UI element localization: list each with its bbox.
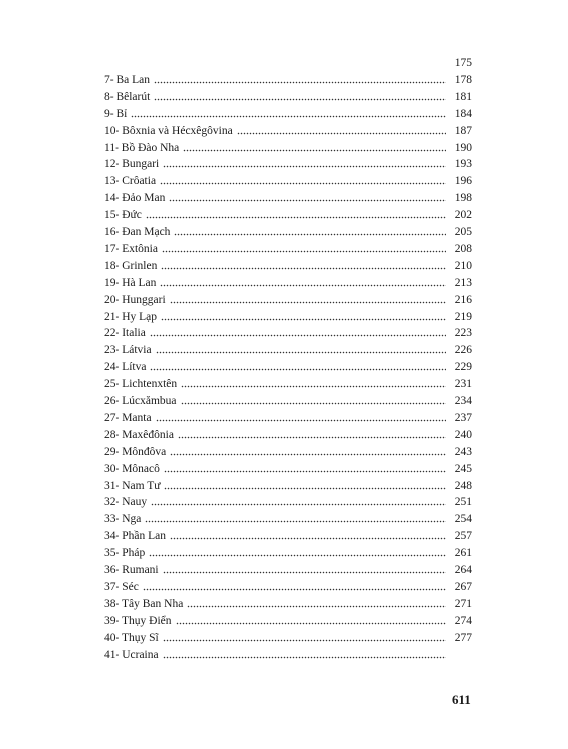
toc-entry-title: 35- Pháp	[104, 547, 146, 560]
dot-leader	[163, 165, 446, 168]
toc-entry-page: 274	[454, 614, 472, 627]
dot-leader	[164, 470, 446, 473]
toc-entry-page: 196	[454, 175, 472, 188]
toc-entry	[104, 561, 472, 577]
dot-leader	[170, 453, 446, 456]
dot-leader	[183, 149, 446, 152]
toc-entry-title: 14- Đảo Man	[104, 192, 166, 205]
toc-entry-page: 240	[454, 428, 472, 441]
toc-entry-title: 7- Ba Lan	[104, 73, 150, 86]
toc-entry-page: 178	[454, 73, 472, 86]
dot-leader	[178, 436, 446, 439]
toc-entry	[104, 578, 472, 594]
dot-leader	[160, 182, 446, 185]
toc-entry	[104, 189, 472, 205]
toc-entry-page: 202	[454, 209, 472, 222]
dot-leader	[150, 334, 446, 337]
toc-entry-title: 11- Bồ Đào Nha	[104, 141, 180, 154]
dot-leader	[156, 419, 446, 422]
toc-entry	[104, 88, 472, 104]
toc-entry-title: 17- Extônia	[104, 242, 158, 255]
dot-leader	[143, 588, 446, 591]
toc-entry-page: 198	[454, 192, 472, 205]
toc-entry-page: 226	[454, 344, 472, 357]
toc-entry-page: 243	[454, 445, 472, 458]
toc-entry-title: 29- Mônđôva	[104, 445, 167, 458]
dot-leader	[164, 487, 446, 490]
toc-entry	[104, 122, 472, 138]
toc-entry-page: 229	[454, 361, 472, 374]
toc-entry	[104, 358, 472, 374]
toc-entry-title: 23- Látvia	[104, 344, 152, 357]
toc-entry-page: 210	[454, 259, 472, 272]
toc-entry-title: 34- Phần Lan	[104, 530, 166, 543]
toc-entry	[104, 172, 472, 188]
toc-entry-title: 15- Đức	[104, 209, 142, 222]
toc-entry-title: 8- Bêlarút	[104, 90, 151, 103]
toc-entry-page: 190	[454, 141, 472, 154]
dot-leader	[161, 318, 446, 321]
toc-entry-page: 181	[454, 90, 472, 103]
toc-entry-title: 18- Grinlen	[104, 259, 158, 272]
toc-entry	[104, 223, 472, 239]
toc-entry	[104, 493, 472, 509]
toc-entry-page: 205	[454, 226, 472, 238]
dot-leader	[154, 81, 446, 84]
toc-entry	[104, 527, 472, 543]
toc-entry-title: 10- Bôxnia và Hécxêgôvina	[104, 124, 233, 137]
toc-entry	[104, 324, 472, 340]
dot-leader	[154, 98, 446, 101]
toc-entry-title: 19- Hà Lan	[104, 276, 157, 289]
toc-entry	[104, 105, 472, 121]
toc-entry-title: 26- Lúcxămbua	[104, 395, 177, 407]
dot-leader	[163, 571, 446, 574]
toc-entry-page: 267	[454, 580, 472, 593]
toc-entry	[104, 71, 472, 87]
toc-entry-title: 13- Crôatia	[104, 175, 157, 188]
toc-entry-title: 28- Maxêđônia	[104, 428, 174, 441]
toc-entry-title: 41- Ucraina	[104, 648, 159, 661]
toc-entry-page: 257	[454, 530, 472, 543]
toc-entry	[104, 426, 472, 442]
toc-entry	[104, 291, 472, 307]
toc-entry	[104, 544, 472, 560]
dot-leader	[149, 554, 446, 557]
toc-entry-page: 261	[454, 547, 472, 560]
dot-leader	[170, 301, 446, 304]
toc-entry-page: 231	[454, 378, 472, 391]
toc-entry-page: 254	[454, 513, 472, 526]
toc-entry-page: 277	[454, 631, 472, 644]
toc-entry-title: 22- Italia	[104, 327, 146, 340]
dot-leader	[162, 250, 446, 253]
toc-entry-title: 21- Hy Lạp	[104, 310, 158, 323]
toc-entry	[104, 629, 472, 645]
toc-entry-title: 37- Séc	[104, 580, 139, 593]
dot-leader	[163, 656, 446, 659]
toc-entry-page: 193	[454, 158, 472, 171]
dot-leader	[156, 351, 446, 354]
toc-entry	[104, 257, 472, 273]
toc-entry-title: 40- Thụy Sĩ	[104, 631, 159, 644]
toc-entry-page: 223	[454, 327, 472, 340]
toc-entry	[104, 460, 472, 476]
toc-entry-title: 9- Bỉ	[104, 107, 128, 120]
toc-entry-title: 25- Lichtenxtên	[104, 378, 178, 391]
dot-leader	[187, 605, 446, 608]
toc-entry-title: 36- Rumani	[104, 564, 159, 576]
toc-entry-page: 219	[454, 310, 472, 323]
dot-leader	[161, 267, 446, 270]
toc-entry-page: 264	[454, 564, 472, 576]
dot-leader	[151, 503, 446, 506]
toc-entry-page: 216	[454, 293, 472, 306]
page-number: 611	[452, 692, 471, 707]
toc-entry	[104, 595, 472, 611]
toc-entry	[104, 409, 472, 425]
dot-leader	[174, 233, 446, 236]
dot-leader	[145, 520, 446, 523]
toc-entry	[104, 510, 472, 526]
toc-entry	[104, 646, 472, 662]
toc-entry-title: 32- Nauy	[104, 496, 148, 509]
dot-leader	[131, 115, 446, 118]
toc-entry-page: 175	[454, 57, 472, 69]
dot-leader	[163, 639, 446, 642]
toc-entry-page: 234	[454, 395, 472, 407]
toc-entry-title: 38- Tây Ban Nha	[104, 597, 184, 610]
toc-entry-page: 245	[454, 462, 472, 475]
toc-entry-page: 208	[454, 242, 472, 255]
toc-entry	[104, 274, 472, 290]
toc-entry	[104, 308, 472, 324]
toc-entry-title: 12- Bungari	[104, 158, 160, 171]
toc-entry-title: 39- Thụy Điển	[104, 614, 172, 627]
toc-entry	[104, 477, 472, 493]
dot-leader	[146, 216, 446, 219]
toc-entry	[104, 54, 472, 70]
toc-entry-title: 30- Mônacô	[104, 462, 160, 475]
toc-entry	[104, 375, 472, 391]
toc-entry-title: 16- Đan Mạch	[104, 226, 171, 238]
toc-entry-page: 237	[454, 411, 472, 424]
dot-leader	[169, 199, 446, 202]
toc-entry-page: 251	[454, 496, 472, 509]
toc-entry-title: 31- Nam Tư	[104, 479, 161, 492]
toc-entry-title: 20- Hunggari	[104, 293, 166, 306]
toc-entry-title: 24- Lítva	[104, 361, 147, 374]
toc-entry	[104, 206, 472, 222]
toc-entry	[104, 341, 472, 357]
dot-leader	[181, 385, 446, 388]
toc-entry-title: 33- Nga	[104, 513, 142, 526]
toc-entry-title: 27- Manta	[104, 411, 152, 424]
toc-entry	[104, 392, 472, 408]
toc-entry-page: 248	[454, 479, 472, 492]
toc-entry-page: 184	[454, 107, 472, 120]
dot-leader	[150, 368, 446, 371]
dot-leader	[237, 132, 446, 135]
toc-entry-page: 213	[454, 276, 472, 289]
toc-entry-page: 187	[454, 124, 472, 137]
dot-leader	[176, 622, 446, 625]
toc-entry-page: 271	[454, 597, 472, 610]
toc-entry	[104, 612, 472, 628]
toc-entry	[104, 139, 472, 155]
toc-entry	[104, 155, 472, 171]
dot-leader	[160, 284, 446, 287]
toc-entry	[104, 443, 472, 459]
dot-leader	[170, 537, 446, 540]
toc-entry	[104, 240, 472, 256]
dot-leader	[181, 402, 447, 405]
